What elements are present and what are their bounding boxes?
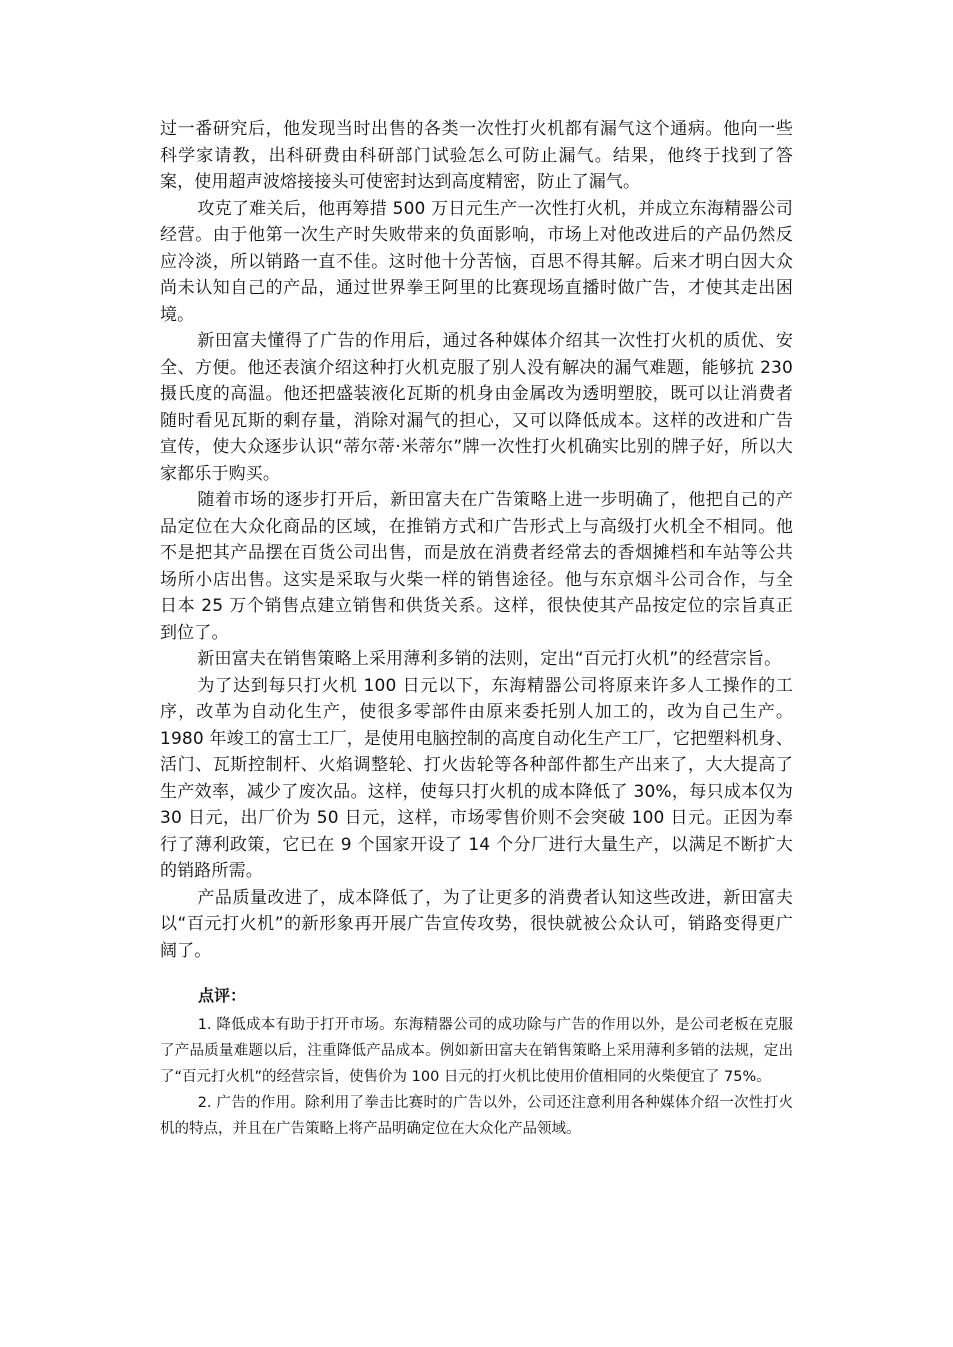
paragraph-new-campaign: 产品质量改进了，成本降低了，为了让更多的消费者认知这些改进，新田富夫以“百元打火机”的新形象再开展广告宣传攻势，很快就被公众认可，销路变得更广阔了。 (160, 887, 793, 961)
review-point-2: 2. 广告的作用。除利用了拳击比赛时的广告以外，公司还注意利用各种媒体介绍一次性打火机的特点，并且在广告策略上将产品明确定位在大众化产品领域。 (160, 1095, 793, 1137)
paragraph-pricing-principle: 新田富夫在销售策略上采用薄利多销的法则，定出“百元打火机”的经营宗旨。 (197, 649, 782, 669)
document-page (160, 116, 793, 1142)
paragraph-advertising: 新田富夫懂得了广告的作用后，通过各种媒体介绍其一次性打火机的质优、安全、方便。他还表演介绍这种打火机克服了别人没有解决的漏气难题，能够抗 230 摄氏度的高温。他还把盛装液化瓦斯的机身由金属改为透明塑胶，既可以让消费者随时看见瓦斯的剩存量，消除对漏气的担心，又可以降低成本。这样的改进和广告宣传，使大众逐步认识“蒂尔蒂·米蒂尔”牌一次性打火机确实比别的牌子好，所以大家都乐于购买。 (160, 331, 793, 484)
paragraph-continuation: 过一番研究后，他发现当时出售的各类一次性打火机都有漏气这个通病。他向一些科学家请教，出科研费由科研部门试验怎么可防止漏气。结果，他终于找到了答案，使用超声波熔接接头可使密封达到高度精密，防止了漏气。 (160, 119, 793, 192)
review-section (160, 984, 793, 1142)
review-heading: 点评： (198, 986, 247, 1005)
paragraph-positioning: 随着市场的逐步打开后，新田富夫在广告策略上进一步明确了，他把自己的产品定位在大众化商品的区域，在推销方式和广告形式上与高级打火机全不相同。他不是把其产品摆在百货公司出售，而是放在消费者经常去的香烟摊档和车站等公共场所小店出售。这实是采取与火柴一样的销售途径。他与东京烟斗公司合作，与全日本 25 万个销售点建立销售和供货关系。这样，很快使其产品按定位的宗旨真正到位了。 (160, 490, 793, 643)
paragraph-automation: 为了达到每只打火机 100 日元以下，东海精器公司将原来许多人工操作的工序，改革为自动化生产，使很多零部件由原来委托别人加工的，改为自己生产。1980 年竣工的富士工厂，是使用电脑控制的高度自动化生产工厂，它把塑料机身、活门、瓦斯控制杆、火焰调整轮、打火齿轮等各种部件都生产出来了，大大提高了生产效率，减少了废次品。这样，使每只打火机的成本降低了 30%，每只成本仅为 30 日元，出厂价为 50 日元，这样，市场零售价则不会突破 100 日元。正因为奉行了薄利政策，它已在 9 个国家开设了 14 个分厂进行大量生产，以满足不断扩大的销路所需。 (160, 675, 793, 881)
paragraph-funding: 攻克了难关后，他再筹措 500 万日元生产一次性打火机，并成立东海精器公司经营。由于他第一次生产时失败带来的负面影响，市场上对他改进后的产品仍然反应冷淡，所以销路一直不佳。这时他十分苦恼，百思不得其解。后来才明白因大众尚未认知自己的产品，通过世界拳王阿里的比赛现场直播时做广告，才使其走出困境。 (160, 198, 793, 325)
review-point-1: 1. 降低成本有助于打开市场。东海精器公司的成功除与广告的作用以外，是公司老板在克服了产品质量难题以后，注重降低产品成本。例如新田富夫在销售策略上采用薄利多销的法规，定出了“百元打火机”的经营宗旨，使售价为 100 日元的打火机比使用价值相同的火柴便宜了 75%。 (160, 1017, 793, 1085)
article-body (160, 116, 793, 964)
